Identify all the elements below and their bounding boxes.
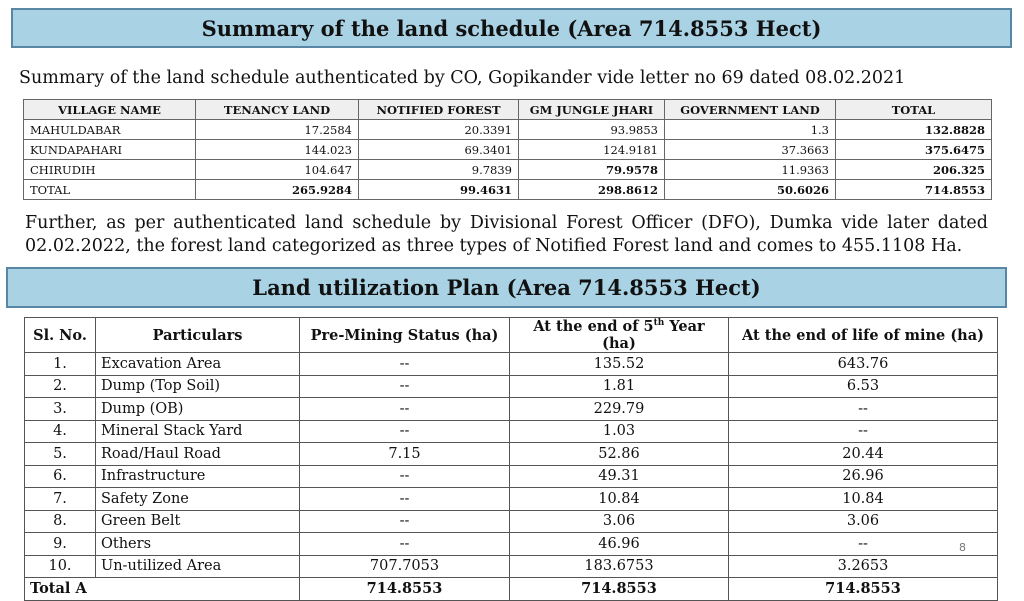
particular-cell: Mineral Stack Yard [96,420,300,443]
particular-cell: Excavation Area [96,353,300,376]
notified-forest-cell: 9.7839 [359,160,519,180]
particular-cell: Road/Haul Road [96,443,300,466]
total-cell: 375.6475 [836,140,992,160]
gm-jungle-total-cell: 298.8612 [519,180,665,200]
gm-jungle-cell: 93.9853 [519,120,665,140]
pre-mining-cell: 7.15 [300,443,510,466]
sl-cell: 3. [25,398,96,421]
particular-cell: Green Belt [96,510,300,533]
pre-mining-cell: -- [300,420,510,443]
dfo-paragraph: Further, as per authenticated land schedule by Divisional Forest Officer (DFO), Dumka vide later dated 02.02.2022, the forest land categorized as three types of Notified Forest land and comes to 455.1108 Ha. [25,213,988,256]
header-sl-no: Sl. No. [25,318,96,353]
land-utilization-header-row [25,318,998,353]
end-of-life-cell: 26.96 [729,465,998,488]
table-row [24,120,992,140]
table-row [25,510,998,533]
government-land-total-cell: 50.6026 [665,180,836,200]
summary-banner [11,8,1012,48]
header-village-name: VILLAGE NAME [24,100,196,120]
table-row [25,398,998,421]
tenancy-cell: 104.647 [196,160,359,180]
header-notified-forest: NOTIFIED FOREST [359,100,519,120]
fifth-year-total-cell: 714.8553 [510,578,729,601]
table-row [25,375,998,398]
table-row [25,420,998,443]
table-row [25,555,998,578]
end-of-life-cell: 10.84 [729,488,998,511]
table-row [24,160,992,180]
grand-total-cell: 714.8553 [836,180,992,200]
end-of-life-cell: -- [729,420,998,443]
particular-cell: Others [96,533,300,556]
end-of-life-cell: 20.44 [729,443,998,466]
end-of-life-total-cell: 714.8553 [729,578,998,601]
total-cell: 206.325 [836,160,992,180]
pre-mining-cell: -- [300,375,510,398]
pre-mining-total-cell: 714.8553 [300,578,510,601]
tenancy-cell: 17.2584 [196,120,359,140]
intro-line: Summary of the land schedule authenticated by CO, Gopikander vide letter no 69 dated 08.02.2021 [19,68,906,88]
total-cell: 132.8828 [836,120,992,140]
end-of-life-cell: 643.76 [729,353,998,376]
table-total-row [25,578,998,601]
pre-mining-cell: -- [300,353,510,376]
particular-cell: Safety Zone [96,488,300,511]
end-of-life-cell: 3.06 [729,510,998,533]
fifth-year-cell: 46.96 [510,533,729,556]
sl-cell: 6. [25,465,96,488]
notified-forest-cell: 69.3401 [359,140,519,160]
government-land-cell: 37.3663 [665,140,836,160]
tenancy-total-cell: 265.9284 [196,180,359,200]
header-fifth-year-b: Year (ha) [602,318,705,352]
fifth-year-cell: 1.81 [510,375,729,398]
pre-mining-cell: 707.7053 [300,555,510,578]
fifth-year-cell: 49.31 [510,465,729,488]
village-cell: MAHULDABAR [24,120,196,140]
pre-mining-cell: -- [300,510,510,533]
notified-forest-total-cell: 99.4631 [359,180,519,200]
fifth-year-cell: 10.84 [510,488,729,511]
header-fifth-year-sup: th [653,318,665,329]
total-label-cell: Total A [25,578,300,601]
total-label-cell: TOTAL [24,180,196,200]
header-fifth-year-a: At the end of 5 [533,318,654,335]
gm-jungle-cell: 79.9578 [519,160,665,180]
sl-cell: 2. [25,375,96,398]
fifth-year-cell: 229.79 [510,398,729,421]
land-utilization-banner-title: Land utilization Plan (Area 714.8553 Hect) [252,275,761,300]
table-row [25,353,998,376]
sl-cell: 10. [25,555,96,578]
table-row [25,533,998,556]
header-end-of-life: At the end of life of mine (ha) [729,318,998,353]
tenancy-cell: 144.023 [196,140,359,160]
land-schedule-header-row [24,100,992,120]
sl-cell: 5. [25,443,96,466]
sl-cell: 4. [25,420,96,443]
pre-mining-cell: -- [300,533,510,556]
sl-cell: 1. [25,353,96,376]
fifth-year-cell: 183.6753 [510,555,729,578]
header-gm-jungle-jhari: GM JUNGLE JHARI [519,100,665,120]
pre-mining-cell: -- [300,465,510,488]
village-cell: KUNDAPAHARI [24,140,196,160]
village-cell: CHIRUDIH [24,160,196,180]
government-land-cell: 1.3 [665,120,836,140]
fifth-year-cell: 1.03 [510,420,729,443]
table-total-row [24,180,992,200]
particular-cell: Un-utilized Area [96,555,300,578]
gm-jungle-cell: 124.9181 [519,140,665,160]
table-row [25,465,998,488]
table-row [25,443,998,466]
table-row [24,140,992,160]
notified-forest-cell: 20.3391 [359,120,519,140]
particular-cell: Dump (Top Soil) [96,375,300,398]
land-utilization-table [24,317,998,601]
pre-mining-cell: -- [300,488,510,511]
sl-cell: 8. [25,510,96,533]
header-pre-mining: Pre-Mining Status (ha) [300,318,510,353]
header-government-land: GOVERNMENT LAND [665,100,836,120]
sl-cell: 7. [25,488,96,511]
header-tenancy-land: TENANCY LAND [196,100,359,120]
end-of-life-cell: -- [729,533,998,556]
page-number: 8 [959,541,966,554]
header-fifth-year [510,318,729,353]
summary-banner-title: Summary of the land schedule (Area 714.8553 Hect) [201,15,822,41]
land-utilization-banner [6,267,1007,308]
end-of-life-cell: 6.53 [729,375,998,398]
particular-cell: Infrastructure [96,465,300,488]
end-of-life-cell: -- [729,398,998,421]
land-schedule-table [23,99,992,200]
sl-cell: 9. [25,533,96,556]
particular-cell: Dump (OB) [96,398,300,421]
fifth-year-cell: 135.52 [510,353,729,376]
table-row [25,488,998,511]
end-of-life-cell: 3.2653 [729,555,998,578]
fifth-year-cell: 52.86 [510,443,729,466]
header-particulars: Particulars [96,318,300,353]
header-total: TOTAL [836,100,992,120]
government-land-cell: 11.9363 [665,160,836,180]
fifth-year-cell: 3.06 [510,510,729,533]
pre-mining-cell: -- [300,398,510,421]
